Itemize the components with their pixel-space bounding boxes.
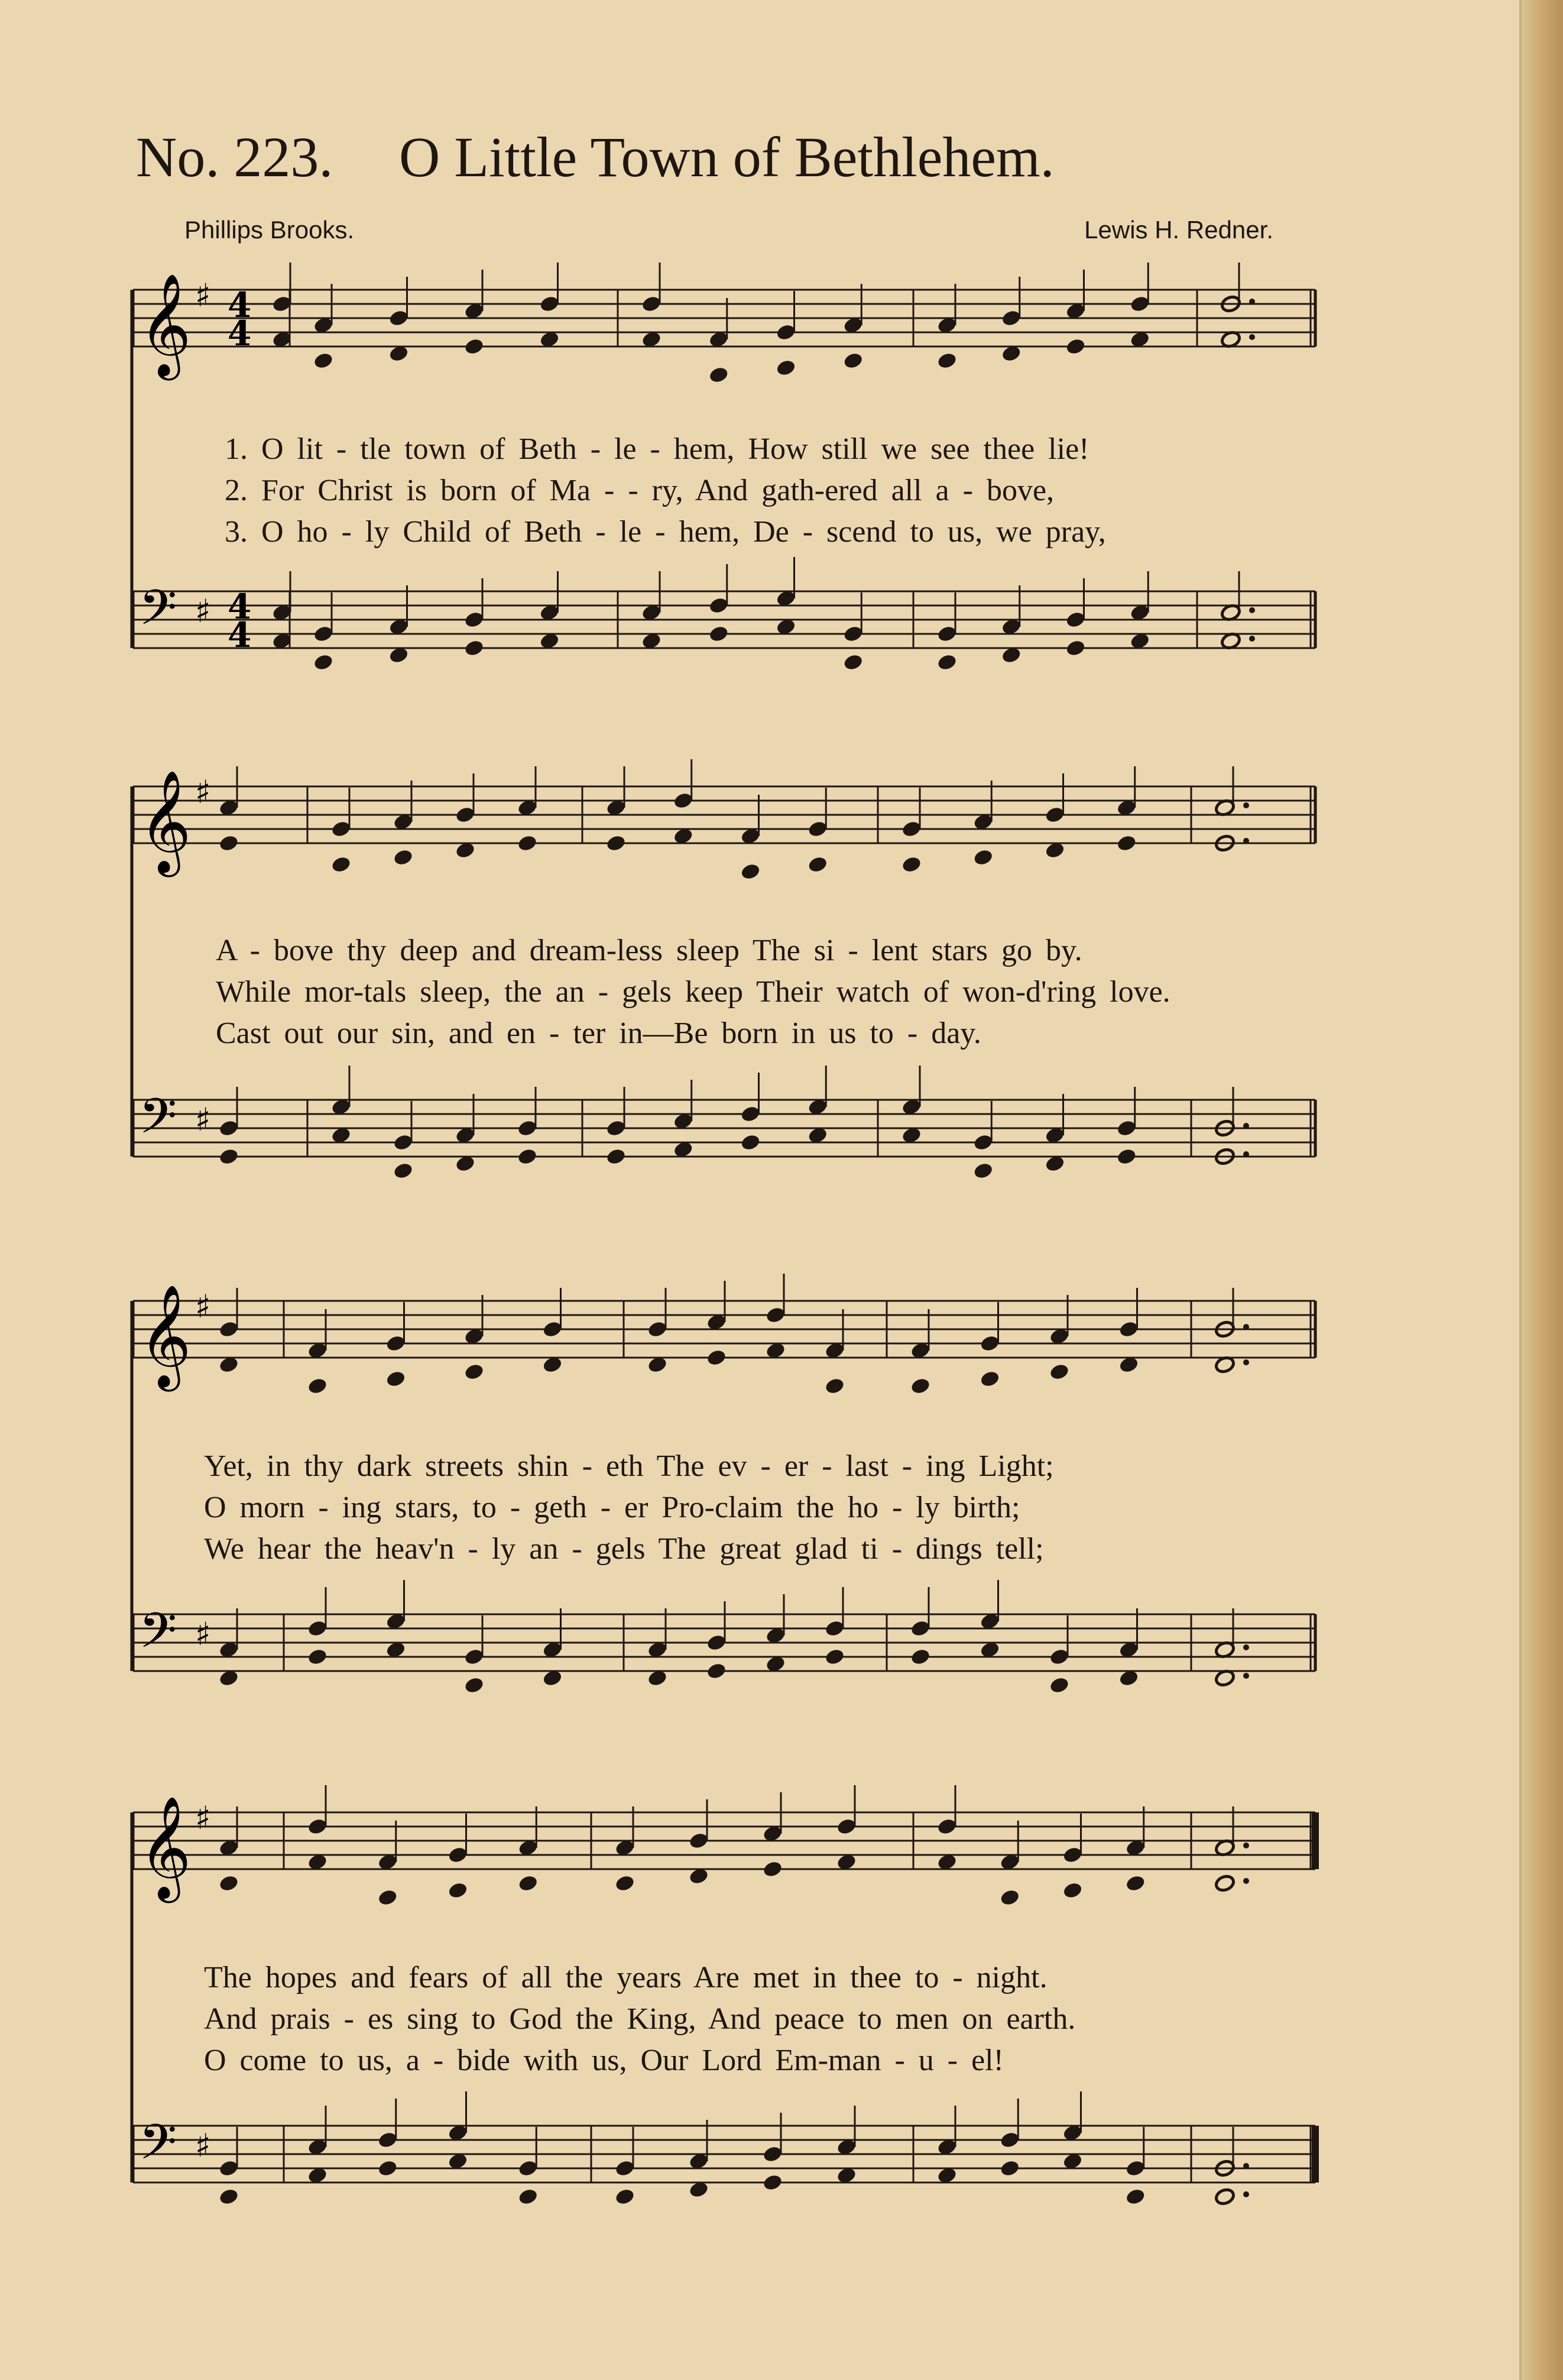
treble-clef-icon: 𝄞 [139,1284,192,1387]
note-head [385,1369,406,1388]
dot [1243,2191,1249,2197]
key-signature-sharp-icon: ♯ [195,773,211,811]
note-head [377,2159,398,2178]
dot [1243,1878,1249,1884]
note-head [762,2173,783,2192]
dot [1249,607,1255,613]
time-signature-top: 4 [228,587,252,627]
dot [1243,2163,1249,2169]
note-head [740,862,761,881]
dot [1243,1359,1249,1365]
note-head [1065,639,1086,658]
treble-clef-icon: 𝄞 [139,273,192,376]
lyricist-credit: Phillips Brooks. [184,216,355,244]
note-head [614,2187,635,2206]
note-head [313,351,334,370]
treble-staff [133,263,1315,384]
lyric-line-verse-1: 1. O lit - tle town of Beth - le - hem, How still we see thee lie! [225,432,1089,466]
key-signature-sharp-icon: ♯ [195,1288,211,1325]
note-head [910,1647,931,1666]
note-head [842,351,864,370]
note-head [377,1888,398,1907]
bass-staff [133,2091,1315,2206]
note-head [1125,2187,1146,2206]
note-head [824,1377,845,1395]
note-head [1214,1874,1236,1893]
note-head [218,834,239,853]
key-signature-sharp-icon: ♯ [195,592,211,630]
dot [1243,1151,1249,1157]
note-head [218,1147,239,1166]
bass-staff [133,1066,1315,1180]
lyric-line-verse-2: 2. For Christ is born of Ma - - ry, And gath-ered all a - bove, [225,474,1055,507]
treble-clef-icon: 𝄞 [139,1796,192,1899]
lyric-line-verse-2: And prais - es sing to God the King, And peace to men on earth. [204,2002,1076,2036]
note-head [1049,1676,1070,1695]
bass-staff [133,1580,1315,1695]
note-head [463,337,485,356]
dot [1249,636,1255,642]
note-head [307,1377,328,1395]
dot [1243,1673,1249,1679]
note-head [740,1133,761,1152]
note-head [1062,1881,1083,1900]
key-signature-sharp-icon: ♯ [195,1101,211,1138]
dot [1243,802,1249,808]
lyric-line-verse-3: We hear the heav'n - ly an - gels The great glad ti - dings tell; [204,1532,1044,1566]
composer-credit: Lewis H. Redner. [1084,216,1273,244]
note-head [605,834,627,853]
treble-clef-icon: 𝄞 [139,770,192,873]
note-head [517,2187,539,2206]
note-head [447,1881,468,1900]
note-head [972,1161,994,1180]
note-head [1116,1147,1137,1166]
dot [1243,1123,1249,1129]
dot [1249,299,1255,305]
dot [1243,1843,1249,1848]
note-head [1214,2187,1236,2206]
key-signature-sharp-icon: ♯ [195,2127,211,2164]
note-head [307,1647,328,1666]
lyric-line-verse-1: The hopes and fears of all the years Are met in thee to - night. [204,1961,1048,1994]
key-signature-sharp-icon: ♯ [195,1799,211,1837]
dot [1243,838,1249,844]
note-head [824,1647,845,1666]
note-head [313,653,334,672]
note-head [901,855,922,874]
note-head [910,1377,931,1395]
bass-clef-icon: 𝄢 [139,1087,177,1157]
note-head [1116,834,1137,853]
note-head [708,365,729,384]
dot [1249,334,1255,340]
lyric-line-verse-3: 3. O ho - ly Child of Beth - le - hem, De - scend to us, we pray, [225,515,1106,549]
bass-clef-icon: 𝄢 [139,1602,177,1671]
time-signature-bottom: 4 [228,615,252,655]
note-head [393,1161,414,1180]
treble-staff [133,1274,1315,1395]
note-head [1065,337,1086,356]
hymn-number: No. 223. [136,125,333,189]
note-head [979,1369,1000,1388]
note-head [762,1860,783,1879]
lyric-line-verse-2: While mor-tals sleep, the an - gels keep Their watch of won-d'ring love. [216,975,1170,1009]
lyric-line-verse-3: Cast out our sin, and en - ter in—Be born in us to - day. [216,1016,981,1050]
note-head [517,834,538,853]
lyric-line-verse-3: O come to us, a - bide with us, Our Lord Em-man - u - el! [204,2044,1004,2077]
dot [1243,1644,1249,1650]
key-signature-sharp-icon: ♯ [195,277,211,314]
note-head [218,1874,239,1893]
note-head [706,1662,727,1680]
bass-clef-icon: 𝄢 [139,2113,177,2183]
bass-clef-icon: 𝄢 [139,579,177,648]
lyric-line-verse-1: Yet, in thy dark streets shin - eth The ev - er - last - ing Light; [204,1449,1054,1483]
dot [1243,1324,1249,1330]
lyric-line-verse-1: A - bove thy deep and dream-less sleep The si - lent stars go by. [216,934,1082,967]
note-head [330,855,352,874]
treble-staff [133,1785,1315,1907]
note-head [999,1888,1020,1907]
note-head [936,351,958,370]
note-head [807,855,828,874]
note-head [393,848,414,867]
note-head [614,1874,635,1893]
treble-staff [133,759,1315,881]
note-head [842,653,864,672]
note-head [1125,1874,1146,1893]
note-head [605,1147,627,1166]
note-head [706,1348,727,1367]
bass-staff [133,557,1315,672]
note-head [999,2159,1020,2178]
time-signature-top: 4 [228,285,252,325]
note-head [708,624,729,643]
lyric-line-verse-2: O morn - ing stars, to - geth - er Pro-claim the ho - ly birth; [204,1491,1020,1524]
note-head [1049,1362,1070,1381]
note-head [775,358,796,377]
hymn-title: O Little Town of Bethlehem. [399,125,1055,189]
time-signature-bottom: 4 [228,313,252,354]
note-head [517,1147,538,1166]
note-head [463,1362,485,1381]
note-head [972,848,994,867]
key-signature-sharp-icon: ♯ [195,1615,211,1653]
note-head [463,1676,485,1695]
note-head [517,1874,539,1893]
note-head [463,639,485,658]
note-head [936,653,958,672]
note-head [218,2187,239,2206]
